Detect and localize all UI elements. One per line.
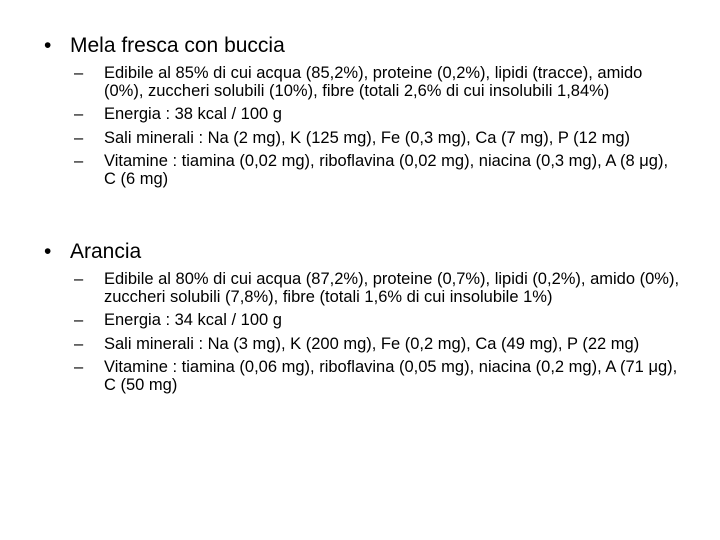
bullet-item-mela bbox=[44, 33, 684, 193]
bullet-icon: • bbox=[44, 34, 52, 57]
heading-text: Arancia bbox=[70, 240, 142, 263]
sub-item-text: Edibile al 85% di cui acqua (85,2%), proteine (0,2%), lipidi (tracce), amido (0%), zuccheri solubili (10%), fibre (totali 2,6% di cui insolubili 1,84%) bbox=[104, 64, 643, 101]
heading-text: Mela fresca con buccia bbox=[70, 34, 285, 57]
dash-icon: – bbox=[74, 357, 84, 376]
dash-icon: – bbox=[74, 334, 84, 353]
sub-item-text: Edibile al 80% di cui acqua (87,2%), proteine (0,7%), lipidi (0,2%), amido (0%), zuccheri solubili (7,8%), fibre (totali 1,6% di cui insolubile 1%) bbox=[104, 270, 680, 307]
sub-list bbox=[44, 64, 684, 188]
sub-item bbox=[74, 152, 684, 188]
sub-item-text: Sali minerali : Na (3 mg), K (200 mg), Fe (0,2 mg), Ca (49 mg), P (22 mg) bbox=[104, 334, 640, 353]
sub-item bbox=[74, 270, 684, 306]
sub-item bbox=[74, 335, 684, 353]
sub-item-text: Energia : 38 kcal / 100 g bbox=[104, 105, 282, 124]
dash-icon: – bbox=[74, 311, 84, 330]
bullet-heading bbox=[44, 239, 684, 265]
dash-icon: – bbox=[74, 151, 84, 170]
sub-item-text: Vitamine : tiamina (0,06 mg), riboflavina (0,05 mg), niacina (0,2 mg), A (71 μg), C (50 mg) bbox=[104, 357, 678, 395]
sub-item bbox=[74, 64, 684, 100]
sub-item-text: Energia : 34 kcal / 100 g bbox=[104, 311, 282, 330]
dash-icon: – bbox=[74, 270, 84, 288]
bullet-heading bbox=[44, 33, 684, 59]
dash-icon: – bbox=[74, 64, 84, 82]
dash-icon: – bbox=[74, 105, 84, 124]
sub-item bbox=[74, 358, 684, 394]
sub-list bbox=[44, 270, 684, 394]
dash-icon: – bbox=[74, 128, 84, 147]
bullet-icon: • bbox=[44, 240, 52, 263]
sub-item bbox=[74, 311, 684, 329]
sub-item bbox=[74, 129, 684, 147]
sub-item-text: Vitamine : tiamina (0,02 mg), riboflavina (0,02 mg), niacina (0,3 mg), A (8 μg), C (6 mg) bbox=[104, 151, 669, 189]
sub-item-text: Sali minerali : Na (2 mg), K (125 mg), Fe (0,3 mg), Ca (7 mg), P (12 mg) bbox=[104, 128, 631, 147]
sub-item bbox=[74, 105, 684, 123]
bullet-item-arancia bbox=[44, 239, 684, 399]
